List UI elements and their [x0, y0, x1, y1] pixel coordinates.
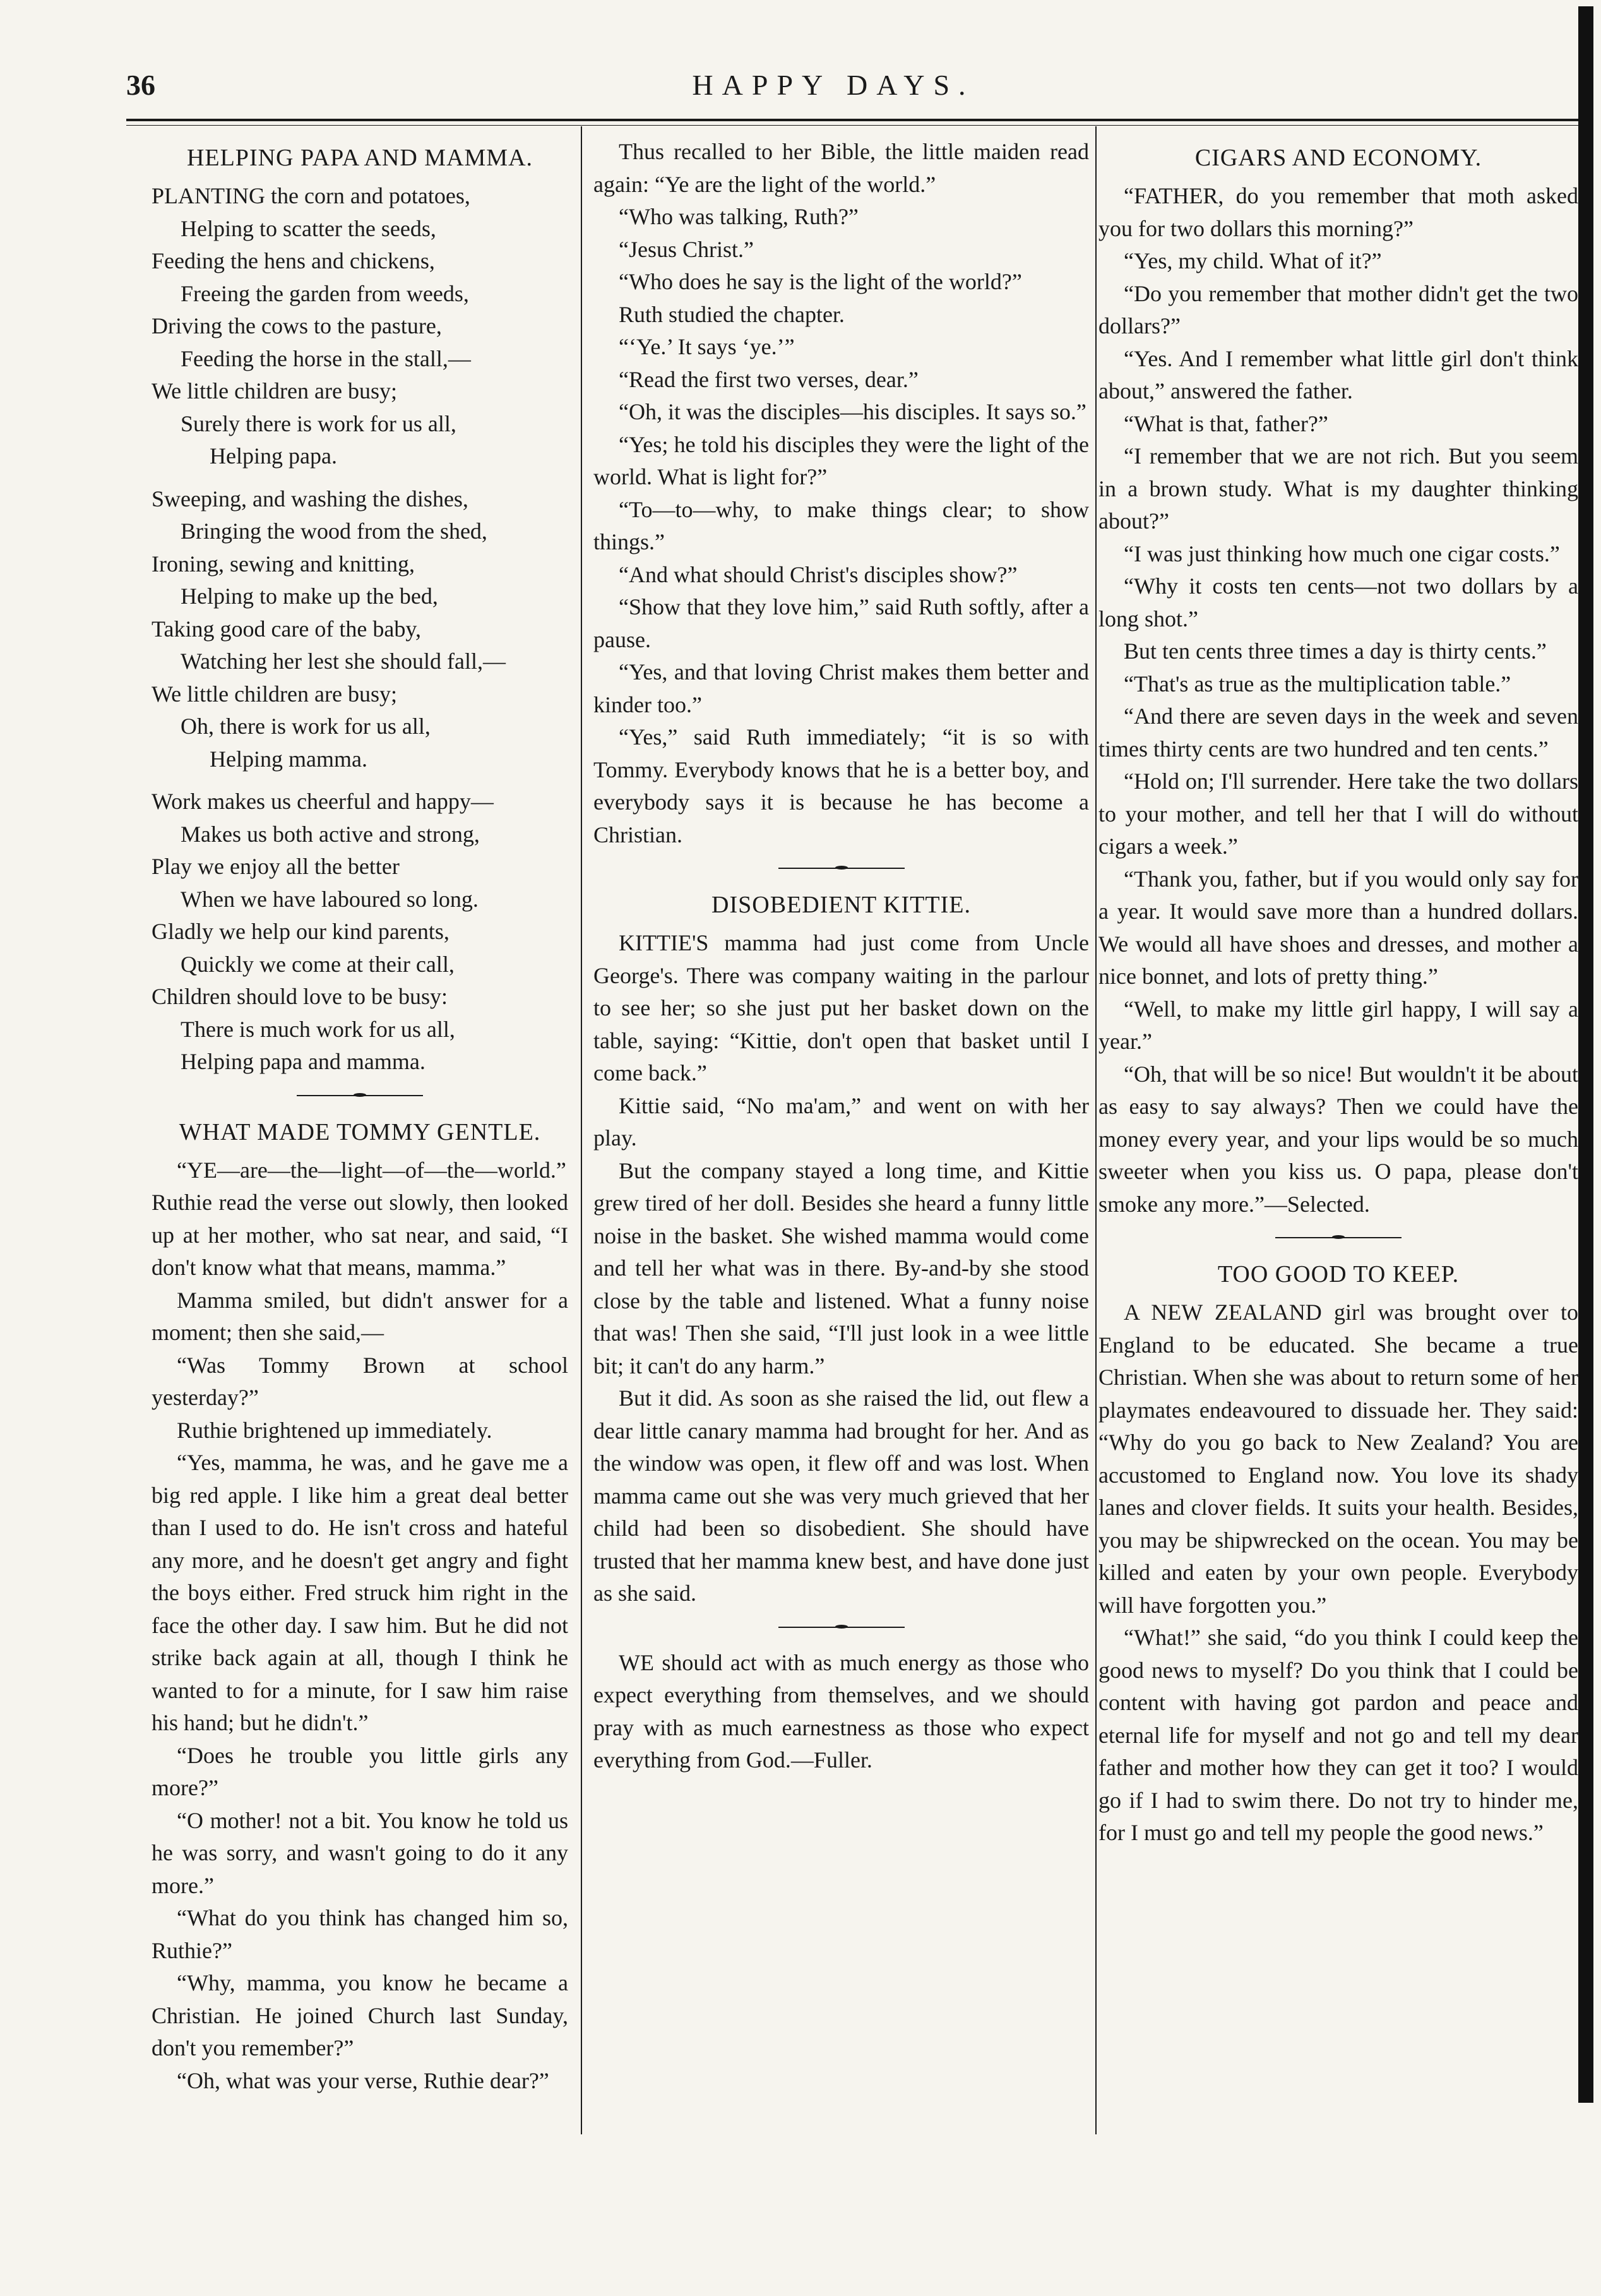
- paragraph: “I remember that we are not rich. But you seem in a brown study. What is my daughter thinking about?”: [1098, 443, 1578, 534]
- story-title: DISOBEDIENT KITTIE.: [711, 892, 971, 918]
- poem-line: Feeding the horse in the stall,—: [181, 345, 471, 371]
- column-divider-1: [581, 126, 582, 2134]
- header-rule-thin: [126, 125, 1581, 126]
- poem-line: Oh, there is work for us all,: [181, 714, 431, 739]
- paragraph: “Well, to make my little girl happy, I will say a year.”: [1098, 996, 1578, 1054]
- poem-stanza-3: [152, 786, 568, 1079]
- poem-line: We little children are busy;: [152, 681, 397, 707]
- paragraph: “Yes; he told his disciples they were the light of the world. What is light for?”: [593, 431, 1089, 489]
- paragraph: “And there are seven days in the week and seven times thirty cents are two hundred and ten cents.”: [1098, 703, 1578, 762]
- paragraph: “Was Tommy Brown at school yesterday?”: [152, 1352, 568, 1410]
- header-rule: [126, 119, 1581, 121]
- paragraph: “Yes, and that loving Christ makes them better and kinder too.”: [593, 659, 1089, 717]
- poem-line: Bringing the wood from the shed,: [181, 518, 487, 544]
- paragraph: “Oh, that will be so nice! But wouldn't it be about as easy to say always? Then we could have the money every year, and your lips would be so much sweeter when you kiss us. O papa, please don't smoke any more.”—Selected.: [1098, 1061, 1578, 1217]
- poem-line: Helping papa.: [210, 443, 337, 469]
- paragraph: “Who does he say is the light of the world?”: [619, 269, 1022, 294]
- poem-line: Sweeping, and washing the dishes,: [152, 486, 468, 511]
- poem-line: Helping mamma.: [210, 746, 367, 772]
- paragraph: “YE—are—the—light—of—the—world.” Ruthie read the verse out slowly, then looked up at her mother, who sat near, and said, “I don't know what that means, mamma.”: [152, 1157, 568, 1280]
- paragraph: “Who was talking, Ruth?”: [619, 204, 859, 229]
- paragraph: But the company stayed a long time, and Kittie grew tired of her doll. Besides she heard a funny little noise in the basket. She wished mamma would come and tell her what was in there. By-and-by she stood close by the table and listened. What a funny noise that was! Then she said, “I'll just look in a wee little bit; it can't do any harm.”: [593, 1157, 1089, 1378]
- paragraph: “Yes, my child. What of it?”: [1124, 248, 1382, 273]
- poem-line: Driving the cows to the pasture,: [152, 313, 442, 338]
- column-3: [1098, 136, 1578, 2170]
- poem-line: We little children are busy;: [152, 378, 397, 404]
- poem-line: Helping to scatter the seeds,: [181, 215, 436, 241]
- paragraph: “I was just thinking how much one cigar costs.”: [1124, 541, 1560, 566]
- paragraph: “What do you think has changed him so, Ruthie?”: [152, 1905, 568, 1963]
- paragraph: “‘Ye.’ It says ‘ye.’”: [619, 334, 795, 359]
- poem-line: There is much work for us all,: [181, 1016, 455, 1042]
- paragraph: “Show that they love him,” said Ruth softly, after a pause.: [593, 594, 1089, 652]
- paragraph: “Oh, it was the disciples—his disciples. It says so.”: [619, 399, 1086, 424]
- poem-line: Watching her lest she should fall,—: [181, 649, 506, 674]
- paragraph: “Does he trouble you little girls any more?”: [152, 1742, 568, 1800]
- column-1: [152, 136, 568, 2170]
- paragraph: KITTIE'S mamma had just come from Uncle George's. There was company waiting in the parlour to see her; so she just put her basket down on the table, saying: “Kittie, don't open that basket until I come back.”: [593, 930, 1089, 1085]
- paragraph: But ten cents three times a day is thirty cents.”: [1124, 638, 1547, 664]
- paragraph: Ruthie brightened up immediately.: [177, 1417, 492, 1443]
- paragraph: “To—to—why, to make things clear; to show things.”: [593, 496, 1089, 554]
- poem-stanza-2: [152, 483, 568, 776]
- paragraph: “What!” she said, “do you think I could keep the good news to myself? Do you think that I could be content with having got pardon and peace and eternal life for myself and not go and tell my dear father and mother how they can get it too? I would go if I had to swim there. Do not try to hinder me, for I must go and tell my people the good news.”: [1098, 1625, 1578, 1845]
- paragraph: But it did. As soon as she raised the lid, out flew a dear little canary mamma had brought for her. And as the window was open, it flew off and was lost. When mamma came out she was very much grieved that her child had been so disobedient. She should have trusted that her mamma knew best, and have done just as she said.: [593, 1385, 1089, 1606]
- poem-line: Feeding the hens and chickens,: [152, 248, 435, 273]
- section-separator: [778, 1627, 905, 1630]
- paragraph: “Yes. And I remember what little girl don't think about,” answered the father.: [1098, 345, 1578, 404]
- column-2: [593, 136, 1089, 2170]
- paragraph: Thus recalled to her Bible, the little maiden read again: “Ye are the light of the world.”: [593, 139, 1089, 197]
- paragraph: “That's as true as the multiplication table.”: [1124, 671, 1511, 697]
- paragraph: “Why, mamma, you know he became a Christian. He joined Church last Sunday, don't you remember?”: [152, 1970, 568, 2060]
- story-title: TOO GOOD TO KEEP.: [1217, 1261, 1460, 1288]
- page-edge-shadow: [1578, 6, 1593, 2103]
- paragraph: “Jesus Christ.”: [619, 236, 754, 262]
- paragraph: “Yes, mamma, he was, and he gave me a big red apple. I like him a great deal better than I used to do. He isn't cross and hateful any more, and he doesn't get angry and fight the boys either. Fred struck him right in the face the other day. I saw him. But he did not strike back again at all, though I think he wanted to for a minute, for I saw him raise his hand; but he didn't.”: [152, 1450, 568, 1735]
- poem-line: Makes us both active and strong,: [181, 821, 480, 847]
- paragraph: “Oh, what was your verse, Ruthie dear?”: [177, 2067, 549, 2093]
- paragraph: “And what should Christ's disciples show?”: [619, 561, 1018, 587]
- column-divider-2: [1095, 126, 1097, 2134]
- poem-line: Helping papa and mamma.: [181, 1049, 426, 1074]
- paragraph: Kittie said, “No ma'am,” and went on with her play.: [593, 1092, 1089, 1151]
- paragraph: Ruth studied the chapter.: [619, 301, 845, 327]
- poem-line: When we have laboured so long.: [181, 886, 479, 912]
- poem-line: Play we enjoy all the better: [152, 854, 400, 879]
- poem-line: Children should love to be busy:: [152, 984, 448, 1009]
- poem-stanza-1: [152, 180, 568, 473]
- poem-title: HELPING PAPA AND MAMMA.: [186, 145, 533, 171]
- poem-line: Freeing the garden from weeds,: [181, 280, 469, 306]
- paragraph: “Do you remember that mother didn't get the two dollars?”: [1098, 280, 1578, 338]
- paragraph: Mamma smiled, but didn't answer for a moment; then she said,—: [152, 1287, 568, 1345]
- poem-line: Quickly we come at their call,: [181, 951, 455, 977]
- story-title: WHAT MADE TOMMY GENTLE.: [179, 1118, 541, 1145]
- paragraph: “Hold on; I'll surrender. Here take the two dollars to your mother, and tell her that I will do without cigars a week.”: [1098, 768, 1578, 859]
- paragraph: A NEW ZEALAND girl was brought over to England to be educated. She became a true Christian. When she was about to return some of her playmates endeavoured to dissuade her. They said: “Why do you go back to New Zealand? You are accustomed to England now. You love its shady lanes and clover fields. It suits your health. Besides, you may be shipwrecked on the ocean. You may be killed and eaten by your own people. Everybody will have forgotten you.”: [1098, 1300, 1578, 1618]
- section-separator: [297, 1095, 423, 1099]
- section-separator: [1275, 1237, 1402, 1241]
- poem-line: Gladly we help our kind parents,: [152, 919, 449, 944]
- page-number: 36: [126, 69, 155, 101]
- poem-line: Helping to make up the bed,: [181, 583, 438, 609]
- poem-line: PLANTING the corn and potatoes,: [152, 183, 470, 208]
- running-title: HAPPY DAYS.: [692, 69, 975, 101]
- quote-paragraph: WE should act with as much energy as those who expect everything from themselves, and we should pray with as much earnestness as those who expect everything from God.—Fuller.: [593, 1649, 1089, 1773]
- paragraph: “What is that, father?”: [1124, 410, 1328, 436]
- paragraph: “FATHER, do you remember that moth asked you for two dollars this morning?”: [1098, 183, 1578, 241]
- paragraph: “Read the first two verses, dear.”: [619, 366, 919, 392]
- poem-line: Taking good care of the baby,: [152, 616, 421, 642]
- section-separator: [778, 868, 905, 871]
- page-header: [126, 68, 1540, 119]
- paragraph: “O mother! not a bit. You know he told us he was sorry, and wasn't going to do it any more.”: [152, 1807, 568, 1898]
- poem-line: Ironing, sewing and knitting,: [152, 551, 415, 577]
- paragraph: “Yes,” said Ruth immediately; “it is so with Tommy. Everybody knows that he is a better boy, and everybody says it is because he has become a Christian.: [593, 724, 1089, 847]
- poem-line: Work makes us cheerful and happy—: [152, 789, 494, 814]
- paragraph: “Why it costs ten cents—not two dollars by a long shot.”: [1098, 573, 1578, 631]
- paragraph: “Thank you, father, but if you would only say for a year. It would save more than a hundred dollars. We would all have shoes and dresses, and mother a nice bonnet, and lots of pretty thing.”: [1098, 866, 1578, 989]
- poem-line: Surely there is work for us all,: [181, 410, 456, 436]
- story-title: CIGARS AND ECONOMY.: [1194, 145, 1482, 171]
